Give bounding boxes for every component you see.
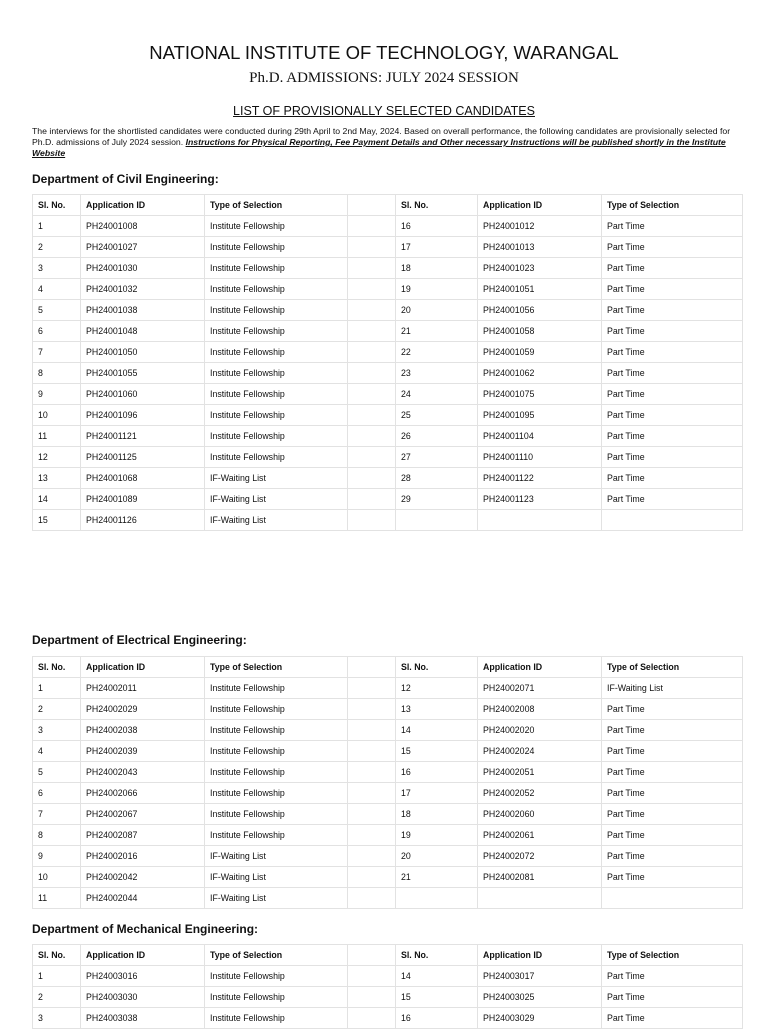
cell-type-of-selection: Institute Fellowship xyxy=(205,804,348,825)
cell-type-of-selection: Institute Fellowship xyxy=(205,258,348,279)
cell-application-id: PH24001050 xyxy=(81,342,205,363)
cell-application-id: PH24002020 xyxy=(478,720,602,741)
gap-cell xyxy=(348,699,396,720)
gap-cell xyxy=(348,846,396,867)
table-row xyxy=(33,363,743,384)
table-row xyxy=(33,468,743,489)
gap-cell xyxy=(348,720,396,741)
cell-application-id: PH24001027 xyxy=(81,237,205,258)
cell-application-id: PH24001089 xyxy=(81,489,205,510)
table-row xyxy=(33,510,743,531)
cell-sl-no: 2 xyxy=(33,237,81,258)
cell-type-of-selection: Part Time xyxy=(602,279,743,300)
cell-type-of-selection: Institute Fellowship xyxy=(205,762,348,783)
cell-application-id: PH24001062 xyxy=(478,363,602,384)
cell-application-id: PH24001123 xyxy=(478,489,602,510)
cell-sl-no: 18 xyxy=(396,258,478,279)
cell-type-of-selection: Part Time xyxy=(602,321,743,342)
cell-type-of-selection: Part Time xyxy=(602,762,743,783)
table-row xyxy=(33,1008,743,1029)
cell-application-id: PH24002081 xyxy=(478,867,602,888)
cell-sl-no: 2 xyxy=(33,987,81,1008)
institute-title: NATIONAL INSTITUTE OF TECHNOLOGY, WARANGAL xyxy=(149,42,619,63)
cell-application-id: PH24002052 xyxy=(478,783,602,804)
table-row xyxy=(33,384,743,405)
table-row xyxy=(33,846,743,867)
cell-type-of-selection: Part Time xyxy=(602,300,743,321)
cell-type-of-selection: Institute Fellowship xyxy=(205,825,348,846)
table-row xyxy=(33,678,743,699)
cell-sl-no: 15 xyxy=(33,510,81,531)
gap-cell xyxy=(348,489,396,510)
gap-cell xyxy=(348,783,396,804)
cell-type-of-selection xyxy=(602,510,743,531)
col-header-sl-no: Sl. No. xyxy=(396,945,478,966)
cell-sl-no: 7 xyxy=(33,804,81,825)
cell-sl-no: 26 xyxy=(396,426,478,447)
cell-sl-no: 12 xyxy=(396,678,478,699)
gap-cell xyxy=(348,195,396,216)
cell-application-id: PH24001058 xyxy=(478,321,602,342)
gap-cell xyxy=(348,825,396,846)
cell-sl-no: 14 xyxy=(33,489,81,510)
table-row xyxy=(33,426,743,447)
table-header-row xyxy=(33,195,743,216)
gap-cell xyxy=(348,945,396,966)
col-header-sl-no: Sl. No. xyxy=(33,945,81,966)
cell-application-id: PH24001030 xyxy=(81,258,205,279)
cell-sl-no: 23 xyxy=(396,363,478,384)
cell-sl-no: 16 xyxy=(396,762,478,783)
cell-sl-no: 13 xyxy=(33,468,81,489)
cell-sl-no: 3 xyxy=(33,1008,81,1029)
table-row xyxy=(33,405,743,426)
table-header-row xyxy=(33,657,743,678)
cell-type-of-selection: Part Time xyxy=(602,384,743,405)
cell-sl-no: 16 xyxy=(396,216,478,237)
dept-heading-civil: Department of Civil Engineering: xyxy=(32,172,219,186)
cell-sl-no: 1 xyxy=(33,678,81,699)
gap-cell xyxy=(348,237,396,258)
table-row xyxy=(33,966,743,987)
table-row xyxy=(33,987,743,1008)
cell-sl-no: 4 xyxy=(33,279,81,300)
gap-cell xyxy=(348,279,396,300)
cell-type-of-selection: Institute Fellowship xyxy=(205,741,348,762)
cell-sl-no: 20 xyxy=(396,846,478,867)
cell-type-of-selection: Part Time xyxy=(602,741,743,762)
table-row xyxy=(33,489,743,510)
cell-application-id: PH24002039 xyxy=(81,741,205,762)
gap-cell xyxy=(348,762,396,783)
cell-type-of-selection: Part Time xyxy=(602,489,743,510)
cell-sl-no: 11 xyxy=(33,888,81,909)
col-header-type-of-selection: Type of Selection xyxy=(602,195,743,216)
table-electrical xyxy=(32,656,743,909)
cell-application-id: PH24002060 xyxy=(478,804,602,825)
cell-application-id: PH24002061 xyxy=(478,825,602,846)
cell-sl-no: 7 xyxy=(33,342,81,363)
cell-sl-no: 15 xyxy=(396,987,478,1008)
cell-type-of-selection: Part Time xyxy=(602,447,743,468)
cell-application-id: PH24001126 xyxy=(81,510,205,531)
cell-sl-no: 10 xyxy=(33,867,81,888)
table-row xyxy=(33,720,743,741)
col-header-application-id: Application ID xyxy=(478,195,602,216)
table-row xyxy=(33,867,743,888)
cell-application-id: PH24001059 xyxy=(478,342,602,363)
cell-type-of-selection: Part Time xyxy=(602,258,743,279)
cell-sl-no: 3 xyxy=(33,258,81,279)
cell-application-id: PH24001068 xyxy=(81,468,205,489)
cell-type-of-selection: IF-Waiting List xyxy=(205,846,348,867)
cell-type-of-selection: Institute Fellowship xyxy=(205,384,348,405)
table-row xyxy=(33,258,743,279)
cell-sl-no: 24 xyxy=(396,384,478,405)
cell-type-of-selection: Part Time xyxy=(602,237,743,258)
cell-sl-no: 9 xyxy=(33,384,81,405)
gap-cell xyxy=(348,426,396,447)
dept-heading-electrical: Department of Electrical Engineering: xyxy=(32,633,247,647)
cell-type-of-selection: Part Time xyxy=(602,363,743,384)
cell-application-id: PH24001075 xyxy=(478,384,602,405)
cell-sl-no: 6 xyxy=(33,321,81,342)
col-header-application-id: Application ID xyxy=(81,945,205,966)
cell-type-of-selection: Institute Fellowship xyxy=(205,447,348,468)
cell-sl-no: 4 xyxy=(33,741,81,762)
cell-application-id: PH24001012 xyxy=(478,216,602,237)
cell-application-id: PH24002051 xyxy=(478,762,602,783)
cell-type-of-selection: Institute Fellowship xyxy=(205,300,348,321)
gap-cell xyxy=(348,216,396,237)
table-row xyxy=(33,237,743,258)
gap-cell xyxy=(348,1008,396,1029)
cell-application-id xyxy=(478,888,602,909)
intro-paragraph xyxy=(32,126,742,159)
cell-type-of-selection: Institute Fellowship xyxy=(205,321,348,342)
cell-sl-no: 13 xyxy=(396,699,478,720)
cell-sl-no: 21 xyxy=(396,321,478,342)
cell-application-id: PH24002011 xyxy=(81,678,205,699)
table-row xyxy=(33,699,743,720)
cell-sl-no xyxy=(396,510,478,531)
cell-sl-no: 29 xyxy=(396,489,478,510)
cell-application-id: PH24001008 xyxy=(81,216,205,237)
col-header-type-of-selection: Type of Selection xyxy=(205,657,348,678)
cell-application-id: PH24003029 xyxy=(478,1008,602,1029)
cell-application-id: PH24001104 xyxy=(478,426,602,447)
col-header-sl-no: Sl. No. xyxy=(33,195,81,216)
gap-cell xyxy=(348,258,396,279)
cell-application-id: PH24001032 xyxy=(81,279,205,300)
cell-type-of-selection: Part Time xyxy=(602,720,743,741)
table-row xyxy=(33,762,743,783)
gap-cell xyxy=(348,342,396,363)
gap-cell xyxy=(348,510,396,531)
cell-type-of-selection: Part Time xyxy=(602,804,743,825)
cell-sl-no: 17 xyxy=(396,783,478,804)
cell-application-id: PH24002029 xyxy=(81,699,205,720)
col-header-application-id: Application ID xyxy=(81,657,205,678)
intro-text: The interviews for the shortlisted candidates were conducted during 29th April to 2nd May, 2024. Based on overall performance, the following candidates are provisionally selected for Ph.D. admissions of July 2024 session. xyxy=(32,126,731,147)
cell-type-of-selection: Part Time xyxy=(602,783,743,804)
gap-cell xyxy=(348,804,396,825)
cell-type-of-selection: Institute Fellowship xyxy=(205,279,348,300)
cell-type-of-selection: Part Time xyxy=(602,867,743,888)
gap-cell xyxy=(348,300,396,321)
cell-sl-no: 1 xyxy=(33,216,81,237)
cell-application-id: PH24001023 xyxy=(478,258,602,279)
cell-sl-no: 18 xyxy=(396,804,478,825)
cell-application-id: PH24003017 xyxy=(478,966,602,987)
cell-type-of-selection: Part Time xyxy=(602,987,743,1008)
gap-cell xyxy=(348,867,396,888)
cell-type-of-selection: Institute Fellowship xyxy=(205,966,348,987)
cell-sl-no: 5 xyxy=(33,762,81,783)
cell-application-id: PH24001121 xyxy=(81,426,205,447)
cell-sl-no: 14 xyxy=(396,720,478,741)
cell-type-of-selection: Institute Fellowship xyxy=(205,237,348,258)
cell-application-id: PH24002016 xyxy=(81,846,205,867)
cell-application-id: PH24001110 xyxy=(478,447,602,468)
col-header-type-of-selection: Type of Selection xyxy=(205,195,348,216)
table-row xyxy=(33,741,743,762)
cell-application-id: PH24001056 xyxy=(478,300,602,321)
cell-application-id: PH24001051 xyxy=(478,279,602,300)
cell-type-of-selection: IF-Waiting List xyxy=(205,867,348,888)
cell-application-id: PH24001125 xyxy=(81,447,205,468)
cell-sl-no: 8 xyxy=(33,363,81,384)
table-row xyxy=(33,447,743,468)
cell-type-of-selection: Part Time xyxy=(602,342,743,363)
table-civil xyxy=(32,194,743,531)
cell-type-of-selection: Part Time xyxy=(602,846,743,867)
cell-sl-no: 19 xyxy=(396,279,478,300)
cell-type-of-selection: Part Time xyxy=(602,405,743,426)
gap-cell xyxy=(348,966,396,987)
cell-type-of-selection: IF-Waiting List xyxy=(205,468,348,489)
cell-type-of-selection: Part Time xyxy=(602,699,743,720)
cell-application-id: PH24002008 xyxy=(478,699,602,720)
table-row xyxy=(33,216,743,237)
session-title: Ph.D. ADMISSIONS: JULY 2024 SESSION xyxy=(249,70,519,86)
cell-sl-no: 5 xyxy=(33,300,81,321)
table-row xyxy=(33,888,743,909)
cell-sl-no: 22 xyxy=(396,342,478,363)
cell-type-of-selection: IF-Waiting List xyxy=(205,510,348,531)
cell-sl-no: 1 xyxy=(33,966,81,987)
cell-type-of-selection: Part Time xyxy=(602,966,743,987)
cell-application-id: PH24001048 xyxy=(81,321,205,342)
cell-type-of-selection: Institute Fellowship xyxy=(205,426,348,447)
cell-application-id: PH24001122 xyxy=(478,468,602,489)
cell-application-id: PH24002066 xyxy=(81,783,205,804)
cell-application-id: PH24003030 xyxy=(81,987,205,1008)
cell-sl-no: 11 xyxy=(33,426,81,447)
cell-application-id: PH24001055 xyxy=(81,363,205,384)
cell-type-of-selection: Institute Fellowship xyxy=(205,363,348,384)
instructions-link[interactable]: Instructions for Physical Reporting, Fee Payment Details and Other necessary Instructions will be published shortly in the Institute Website xyxy=(32,137,726,158)
cell-sl-no: 6 xyxy=(33,783,81,804)
cell-application-id: PH24003016 xyxy=(81,966,205,987)
cell-type-of-selection: Institute Fellowship xyxy=(205,720,348,741)
cell-type-of-selection: Institute Fellowship xyxy=(205,342,348,363)
cell-type-of-selection xyxy=(602,888,743,909)
col-header-type-of-selection: Type of Selection xyxy=(602,945,743,966)
cell-type-of-selection: IF-Waiting List xyxy=(205,489,348,510)
col-header-application-id: Application ID xyxy=(478,945,602,966)
cell-type-of-selection: IF-Waiting List xyxy=(205,888,348,909)
table-row xyxy=(33,804,743,825)
cell-sl-no: 25 xyxy=(396,405,478,426)
table-header-row xyxy=(33,945,743,966)
cell-application-id xyxy=(478,510,602,531)
cell-type-of-selection: Part Time xyxy=(602,468,743,489)
table-row xyxy=(33,825,743,846)
table-mechanical xyxy=(32,944,743,1029)
cell-type-of-selection: Institute Fellowship xyxy=(205,699,348,720)
table-row xyxy=(33,300,743,321)
table-row xyxy=(33,279,743,300)
cell-type-of-selection: Institute Fellowship xyxy=(205,405,348,426)
cell-type-of-selection: Institute Fellowship xyxy=(205,1008,348,1029)
cell-sl-no: 16 xyxy=(396,1008,478,1029)
cell-type-of-selection: Part Time xyxy=(602,1008,743,1029)
cell-sl-no: 12 xyxy=(33,447,81,468)
cell-application-id: PH24001038 xyxy=(81,300,205,321)
gap-cell xyxy=(348,384,396,405)
col-header-application-id: Application ID xyxy=(478,657,602,678)
table-row xyxy=(33,342,743,363)
list-title: LIST OF PROVISIONALLY SELECTED CANDIDATES xyxy=(233,104,535,118)
col-header-sl-no: Sl. No. xyxy=(33,657,81,678)
cell-sl-no: 28 xyxy=(396,468,478,489)
cell-type-of-selection: Part Time xyxy=(602,825,743,846)
col-header-sl-no: Sl. No. xyxy=(396,195,478,216)
cell-sl-no: 3 xyxy=(33,720,81,741)
gap-cell xyxy=(348,363,396,384)
gap-cell xyxy=(348,888,396,909)
cell-application-id: PH24002071 xyxy=(478,678,602,699)
cell-application-id: PH24002038 xyxy=(81,720,205,741)
cell-sl-no: 17 xyxy=(396,237,478,258)
col-header-type-of-selection: Type of Selection xyxy=(205,945,348,966)
cell-type-of-selection: Institute Fellowship xyxy=(205,678,348,699)
table-row xyxy=(33,321,743,342)
cell-application-id: PH24002042 xyxy=(81,867,205,888)
cell-sl-no: 9 xyxy=(33,846,81,867)
cell-application-id: PH24001096 xyxy=(81,405,205,426)
gap-cell xyxy=(348,741,396,762)
gap-cell xyxy=(348,405,396,426)
cell-application-id: PH24002044 xyxy=(81,888,205,909)
cell-sl-no xyxy=(396,888,478,909)
gap-cell xyxy=(348,678,396,699)
table-row xyxy=(33,783,743,804)
gap-cell xyxy=(348,447,396,468)
cell-application-id: PH24002043 xyxy=(81,762,205,783)
cell-application-id: PH24002087 xyxy=(81,825,205,846)
cell-application-id: PH24002024 xyxy=(478,741,602,762)
cell-type-of-selection: Institute Fellowship xyxy=(205,987,348,1008)
cell-application-id: PH24001013 xyxy=(478,237,602,258)
cell-application-id: PH24002067 xyxy=(81,804,205,825)
dept-heading-mechanical: Department of Mechanical Engineering: xyxy=(32,922,259,936)
gap-cell xyxy=(348,321,396,342)
gap-cell xyxy=(348,987,396,1008)
cell-type-of-selection: IF-Waiting List xyxy=(602,678,743,699)
cell-sl-no: 2 xyxy=(33,699,81,720)
cell-application-id: PH24003038 xyxy=(81,1008,205,1029)
cell-type-of-selection: Part Time xyxy=(602,216,743,237)
cell-type-of-selection: Institute Fellowship xyxy=(205,783,348,804)
col-header-sl-no: Sl. No. xyxy=(396,657,478,678)
cell-sl-no: 10 xyxy=(33,405,81,426)
gap-cell xyxy=(348,468,396,489)
cell-sl-no: 15 xyxy=(396,741,478,762)
cell-sl-no: 14 xyxy=(396,966,478,987)
cell-sl-no: 19 xyxy=(396,825,478,846)
cell-application-id: PH24001095 xyxy=(478,405,602,426)
cell-sl-no: 20 xyxy=(396,300,478,321)
col-header-type-of-selection: Type of Selection xyxy=(602,657,743,678)
cell-type-of-selection: Part Time xyxy=(602,426,743,447)
cell-sl-no: 27 xyxy=(396,447,478,468)
cell-sl-no: 21 xyxy=(396,867,478,888)
cell-application-id: PH24002072 xyxy=(478,846,602,867)
cell-sl-no: 8 xyxy=(33,825,81,846)
cell-type-of-selection: Institute Fellowship xyxy=(205,216,348,237)
gap-cell xyxy=(348,657,396,678)
cell-application-id: PH24003025 xyxy=(478,987,602,1008)
cell-application-id: PH24001060 xyxy=(81,384,205,405)
col-header-application-id: Application ID xyxy=(81,195,205,216)
